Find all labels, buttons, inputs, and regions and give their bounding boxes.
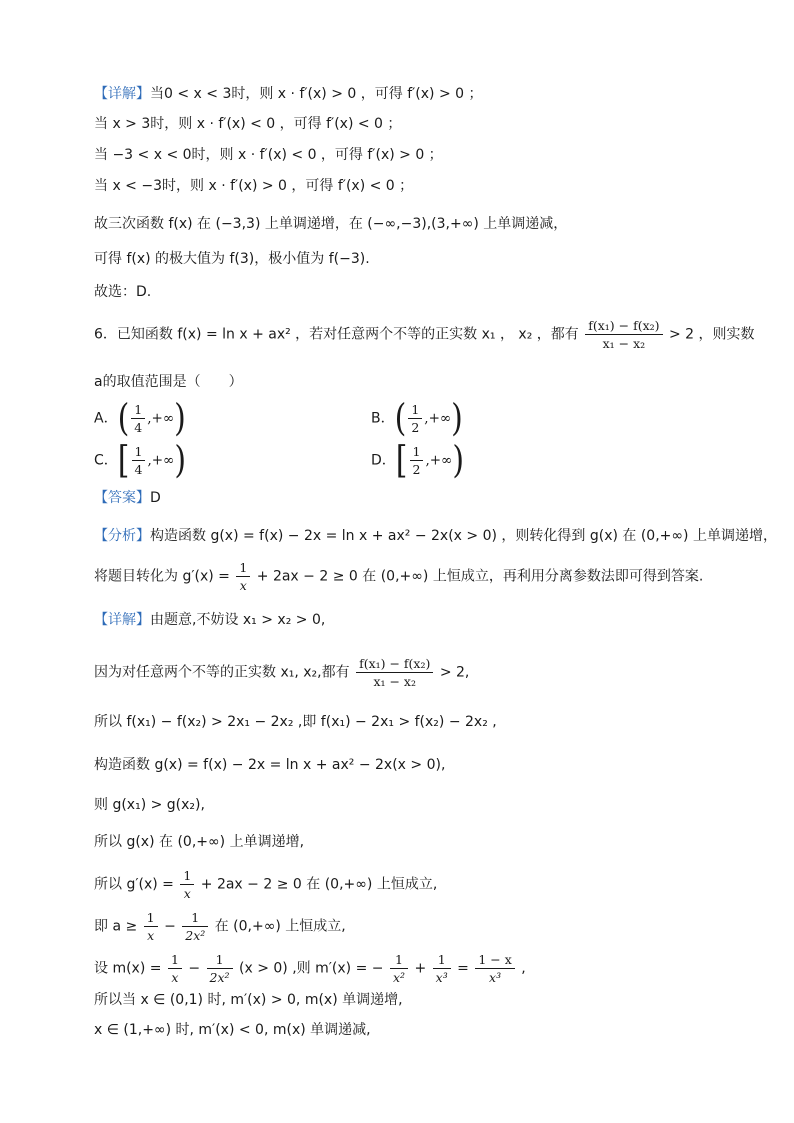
detail2-text-9-post: , <box>521 960 526 977</box>
analysis-text-2-post: + 2ax − 2 ≥ 0 在 (0,+∞) 上恒成立，再利用分离参数法即可得到答案. <box>256 568 704 585</box>
option-b-frac <box>408 402 422 435</box>
option-a-den: 4 <box>134 420 143 435</box>
question-line2-text: a的取值范围是（ ） <box>94 374 243 390</box>
detail2-frac-9b-den: 2x² <box>209 970 230 985</box>
detail2-text-9-mid2: (x > 0) ,则 m′(x) = − <box>239 960 384 977</box>
option-a-label: A． <box>94 410 118 427</box>
detail-line-1 <box>94 84 483 104</box>
option-b-den: 2 <box>411 420 420 435</box>
detail2-line-5 <box>94 795 205 815</box>
detail2-frac-8a <box>144 910 158 943</box>
analysis-tag: 【分析】 <box>94 528 150 544</box>
detail2-text-1: 由题意,不妨设 x₁ > x₂ > 0, <box>150 612 326 628</box>
analysis-text-1: 构造函数 g(x) = f(x) − 2x = ln x + ax² − 2x(x > 0) ，则转化得到 g(x) 在 (0,+∞) 上单调递增， <box>150 528 777 544</box>
detail2-line-1 <box>94 610 325 630</box>
option-b-rest: ,+∞ <box>424 410 452 427</box>
detail2-frac-9d-num: 1 <box>433 952 451 969</box>
detail-text-4: 当 x < −3时，则 x · f′(x) > 0 ，可得 f′(x) < 0 ； <box>94 178 414 194</box>
detail-tag: 【详解】 <box>94 86 150 102</box>
detail2-line-10 <box>94 990 403 1010</box>
detail2-frac-9c <box>390 952 408 985</box>
detail2-line-11 <box>94 1020 371 1040</box>
option-d-den: 2 <box>412 462 421 477</box>
detail-line-2 <box>94 114 401 134</box>
question-frac-den: x₁ − x₂ <box>602 336 646 351</box>
analysis-line-1 <box>94 526 777 546</box>
detail2-frac-9e <box>475 952 514 985</box>
option-a-frac <box>131 402 145 435</box>
option-c-frac <box>132 444 146 477</box>
answer-line <box>94 488 161 508</box>
option-c-den: 4 <box>134 462 143 477</box>
detail2-frac-8b-num: 1 <box>182 910 208 927</box>
option-a[interactable] <box>94 396 186 440</box>
detail2-text-8-pre: 即 a ≥ <box>94 918 138 935</box>
question-line-2 <box>94 372 243 392</box>
analysis-frac <box>236 560 250 593</box>
question-suffix: > 2 ，则实数 <box>669 326 755 343</box>
detail2-frac-9a-den: x <box>171 970 179 985</box>
option-c-num: 1 <box>132 444 146 461</box>
option-d[interactable] <box>371 438 465 482</box>
option-c[interactable] <box>94 438 187 482</box>
detail2-text-5: 则 g(x₁) > g(x₂), <box>94 797 205 813</box>
answer-value: D <box>150 490 161 506</box>
detail2-text-9-mid3: + <box>414 960 427 977</box>
analysis-line-2 <box>94 560 703 593</box>
detail2-text-2-post: > 2, <box>439 664 470 681</box>
option-d-num: 1 <box>410 444 424 461</box>
detail-text-1: 当0 < x < 3时，则 x · f′(x) > 0 ，可得 f′(x) > 0 ； <box>150 86 483 102</box>
detail-text-3: 当 −3 < x < 0时，则 x · f′(x) < 0 ，可得 f′(x) > 0 ； <box>94 147 443 163</box>
option-b[interactable] <box>371 396 463 440</box>
option-d-label: D． <box>371 452 396 469</box>
option-a-rparen: ) <box>174 396 186 440</box>
detail2-frac-8b-den: 2x² <box>185 928 206 943</box>
option-a-lparen: ( <box>117 396 130 440</box>
option-d-lbracket: [ <box>395 438 408 482</box>
question-frac-num: f(x₁) − f(x₂) <box>585 318 662 335</box>
detail2-text-8-post: 在 (0,+∞) 上恒成立, <box>214 918 346 935</box>
option-d-rest: ,+∞ <box>425 452 453 469</box>
detail2-frac-9b-num: 1 <box>207 952 233 969</box>
option-c-rest: ,+∞ <box>147 452 175 469</box>
detail2-frac-9d <box>433 952 451 985</box>
detail-line-3 <box>94 145 443 165</box>
detail2-text-9-pre: 设 m(x) = <box>94 960 162 977</box>
detail2-line-3 <box>94 712 497 732</box>
analysis-frac-den: x <box>239 578 247 593</box>
choice-text: 故选：D. <box>94 284 152 300</box>
detail2-frac-9e-num: 1 − x <box>475 952 514 969</box>
option-b-lparen: ( <box>394 396 407 440</box>
detail2-frac-9b <box>207 952 233 985</box>
detail2-text-9-mid1: − <box>188 960 201 977</box>
detail-text-2: 当 x > 3时，则 x · f′(x) < 0 ，可得 f′(x) < 0 ； <box>94 116 402 132</box>
detail2-line-9 <box>94 952 526 985</box>
detail-line-4 <box>94 176 413 196</box>
detail2-text-10: 所以当 x ∈ (0,1) 时, m′(x) > 0, m(x) 单调递增, <box>94 992 403 1008</box>
detail2-tag: 【详解】 <box>94 612 150 628</box>
question-fraction <box>585 318 662 351</box>
option-a-num: 1 <box>131 402 145 419</box>
detail2-line-8 <box>94 910 346 943</box>
detail2-text-11: x ∈ (1,+∞) 时, m′(x) < 0, m(x) 单调递减, <box>94 1022 371 1038</box>
answer-tag: 【答案】 <box>94 490 150 506</box>
detail2-frac-9e-den: x³ <box>489 970 502 985</box>
detail2-frac-8a-den: x <box>147 928 155 943</box>
conclusion-text-2: 可得 f(x) 的极大值为 f(3)，极小值为 f(−3). <box>94 251 370 267</box>
choice-line <box>94 282 151 302</box>
detail2-text-8-mid: − <box>164 918 176 935</box>
detail2-text-7-post: + 2ax − 2 ≥ 0 在 (0,+∞) 上恒成立, <box>200 876 438 893</box>
option-c-label: C． <box>94 452 118 469</box>
analysis-frac-num: 1 <box>236 560 250 577</box>
option-b-num: 1 <box>408 402 422 419</box>
detail2-frac-7-den: x <box>183 886 191 901</box>
detail2-frac-8a-num: 1 <box>144 910 158 927</box>
detail2-text-3: 所以 f(x₁) − f(x₂) > 2x₁ − 2x₂ ,即 f(x₁) − 2x₁ > f(x₂) − 2x₂ , <box>94 714 497 730</box>
detail2-frac-7 <box>180 868 194 901</box>
detail2-frac-9d-den: x³ <box>435 970 448 985</box>
question-line-1 <box>94 318 755 351</box>
detail2-frac-9c-den: x² <box>392 970 405 985</box>
detail2-frac <box>356 656 433 689</box>
detail2-frac-8b <box>182 910 208 943</box>
option-b-rparen: ) <box>451 396 463 440</box>
option-d-rparen: ) <box>452 438 465 482</box>
option-c-rparen: ) <box>174 438 187 482</box>
detail2-text-4: 构造函数 g(x) = f(x) − 2x = ln x + ax² − 2x(x > 0), <box>94 757 446 773</box>
detail2-frac-7-num: 1 <box>180 868 194 885</box>
detail2-line-7 <box>94 868 437 901</box>
conclusion-text-1: 故三次函数 f(x) 在 (−3,3) 上单调递增，在 (−∞,−3),(3,+∞) 上单调递减， <box>94 216 568 232</box>
question-prefix: 6．已知函数 f(x) = ln x + ax² ，若对任意两个不等的正实数 x₁ ， x₂ ，都有 <box>94 326 579 343</box>
option-d-frac <box>410 444 424 477</box>
detail2-text-9-mid4: = <box>457 960 469 977</box>
detail2-frac-num: f(x₁) − f(x₂) <box>356 656 433 673</box>
detail2-text-2-pre: 因为对任意两个不等的正实数 x₁, x₂,都有 <box>94 664 350 681</box>
analysis-text-2-pre: 将题目转化为 g′(x) = <box>94 568 230 585</box>
detail2-frac-9a <box>168 952 182 985</box>
detail2-line-4 <box>94 755 445 775</box>
conclusion-line-1 <box>94 214 567 234</box>
detail2-text-6: 所以 g(x) 在 (0,+∞) 上单调递增, <box>94 834 305 850</box>
detail2-line-2 <box>94 656 469 689</box>
conclusion-line-2 <box>94 249 370 269</box>
detail2-line-6 <box>94 832 304 852</box>
detail2-frac-9c-num: 1 <box>390 952 408 969</box>
detail2-text-7-pre: 所以 g′(x) = <box>94 876 174 893</box>
detail2-frac-den: x₁ − x₂ <box>373 674 416 689</box>
option-b-label: B． <box>371 410 395 427</box>
option-c-lbracket: [ <box>117 438 130 482</box>
option-a-rest: ,+∞ <box>147 410 175 427</box>
detail2-frac-9a-num: 1 <box>168 952 182 969</box>
